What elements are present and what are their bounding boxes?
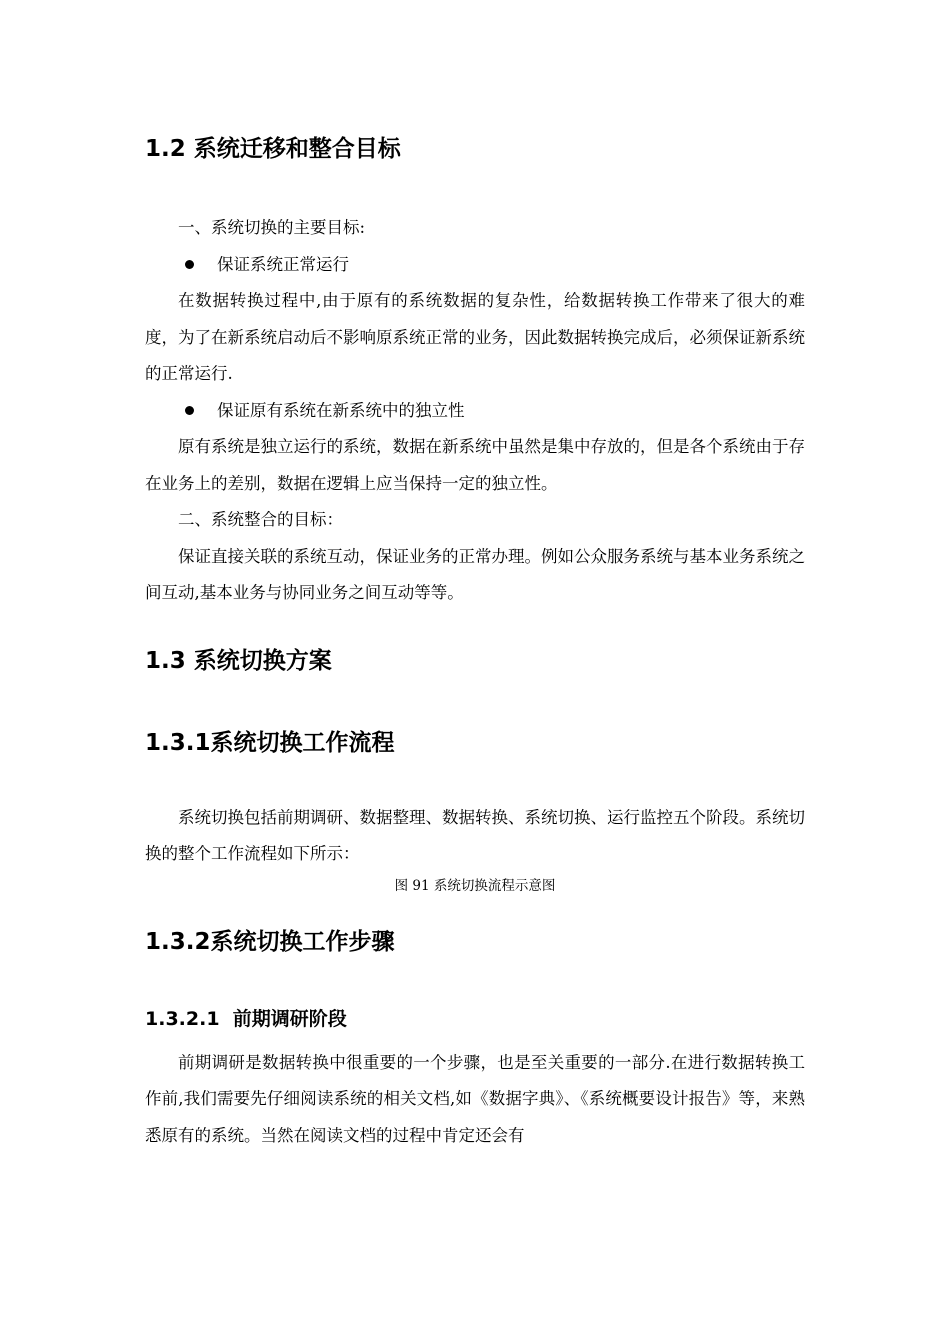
paragraph: 保证直接关联的系统互动，保证业务的正常办理。例如公众服务系统与基本业务系统之间互动,基本业务与协同业务之间互动等等。 xyxy=(145,546,805,602)
bullet-item xyxy=(145,247,805,284)
subheading-integration-goals: 二、系统整合的目标： xyxy=(178,510,343,529)
heading-1-3-2: 1.3.2系统切换工作步骤 xyxy=(145,928,395,955)
spacer xyxy=(145,612,805,640)
spacer xyxy=(145,963,805,1001)
spacer xyxy=(145,1037,805,1045)
spacer xyxy=(145,764,805,800)
bullet-text: 保证原有系统在新系统中的独立性 xyxy=(217,400,465,420)
document-body xyxy=(145,128,805,1154)
paragraph: 系统切换包括前期调研、数据整理、数据转换、系统切换、运行监控五个阶段。系统切换的整个工作流程如下所示： xyxy=(145,807,805,863)
bullet-text: 保证系统正常运行 xyxy=(217,254,349,274)
paragraph: 原有系统是独立运行的系统，数据在新系统中虽然是集中存放的，但是各个系统由于存在业务上的差别，数据在逻辑上应当保持一定的独立性。 xyxy=(145,437,805,493)
paragraph: 在数据转换过程中,由于原有的系统数据的复杂性，给数据转换工作带来了很大的难度，为了在新系统启动后不影响原系统正常的业务，因此数据转换完成后，必须保证新系统的正常运行. xyxy=(145,291,805,383)
bullet-dot-icon xyxy=(185,406,194,415)
figure-caption: 图 91 系统切换流程示意图 xyxy=(394,877,556,894)
subheading-switch-goals: 一、系统切换的主要目标: xyxy=(178,218,366,237)
heading-1-3-2-1: 1.3.2.1 前期调研阶段 xyxy=(145,1007,347,1030)
spacer xyxy=(145,682,805,722)
bullet-item xyxy=(145,393,805,430)
heading-1-2: 1.2 系统迁移和整合目标 xyxy=(145,136,401,162)
heading-1-3-1: 1.3.1系统切换工作流程 xyxy=(145,729,395,756)
spacer xyxy=(145,170,805,210)
bullet-dot-icon xyxy=(185,260,194,269)
spacer xyxy=(145,899,805,921)
paragraph: 前期调研是数据转换中很重要的一个步骤，也是至关重要的一部分.在进行数据转换工作前,我们需要先仔细阅读系统的相关文档,如《数据字典》、《系统概要设计报告》等，来熟悉原有的系统。当然在阅读文档的过程中肯定还会有 xyxy=(145,1052,805,1145)
heading-1-3: 1.3 系统切换方案 xyxy=(145,647,332,674)
